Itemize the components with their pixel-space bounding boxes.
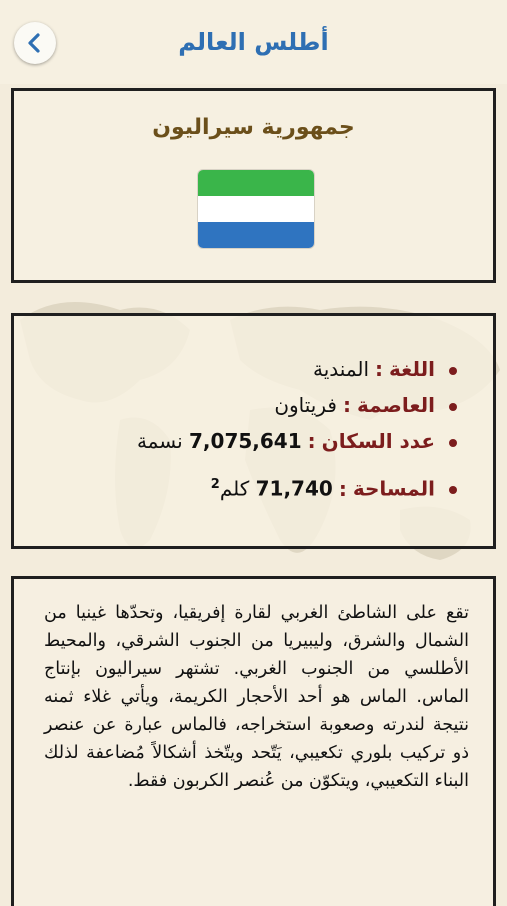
facts-card	[11, 313, 496, 549]
population-number: 7,075,641	[189, 429, 302, 453]
flag-stripe-white	[198, 196, 314, 222]
population-label: عدد السكان	[321, 429, 435, 453]
area-number: 71,740	[255, 476, 333, 501]
country-description: تقع على الشاطئ الغربي لقارة إفريقيا، وتحدّها غينيا من الشمال والشرق، وليبيريا من الجنوب الشرقي، والمحيط الأطلسي من الجنوب الغربي. تشتهر سيراليون بإنتاج الماس. الماس هو أحد الأحجار الكريمة، ويأتي غلاء ثمنه نتيجة لندرته وصعوبة استخراجه، فالماس عبارة عن عنصر ذو تركيب بلوري تكعيبي، يَتّحد ويتّخذ أشكالاً مُضاعفة لذلك البناء التكعيبي، ويتكوّن من عُنصر الكربون فقط.	[44, 603, 469, 791]
fact-capital: العاصمة:فريتاون	[137, 387, 457, 423]
population-unit: نسمة	[136, 429, 183, 453]
flag-stripe-blue	[198, 222, 314, 248]
capital-label: العاصمة	[356, 393, 435, 417]
facts-list	[137, 351, 457, 503]
area-unit: كلم	[219, 476, 250, 501]
area-unit-sup: 2	[210, 477, 220, 492]
flag-stripe-green	[198, 170, 314, 196]
bullet-icon	[449, 367, 457, 375]
language-label: اللغة	[389, 357, 435, 381]
country-flag	[198, 170, 314, 248]
description-card	[11, 576, 496, 906]
top-bar	[0, 0, 507, 84]
area-label: المساحة	[352, 476, 435, 501]
capital-value: فريتاون	[274, 393, 337, 417]
bullet-icon	[449, 439, 457, 447]
fact-population: عدد السكان:7,075,641 نسمة	[137, 423, 457, 459]
bullet-icon	[449, 403, 457, 411]
page-title: أطلس العالم	[178, 28, 329, 56]
fact-area: المساحة:71,740 كلم$^2$	[137, 467, 457, 503]
language-value: المندية	[313, 357, 370, 381]
country-card	[11, 88, 496, 283]
fact-language: اللغة:المندية	[137, 351, 457, 387]
bullet-icon	[449, 486, 457, 494]
country-name: جمهورية سيراليون	[152, 115, 355, 140]
